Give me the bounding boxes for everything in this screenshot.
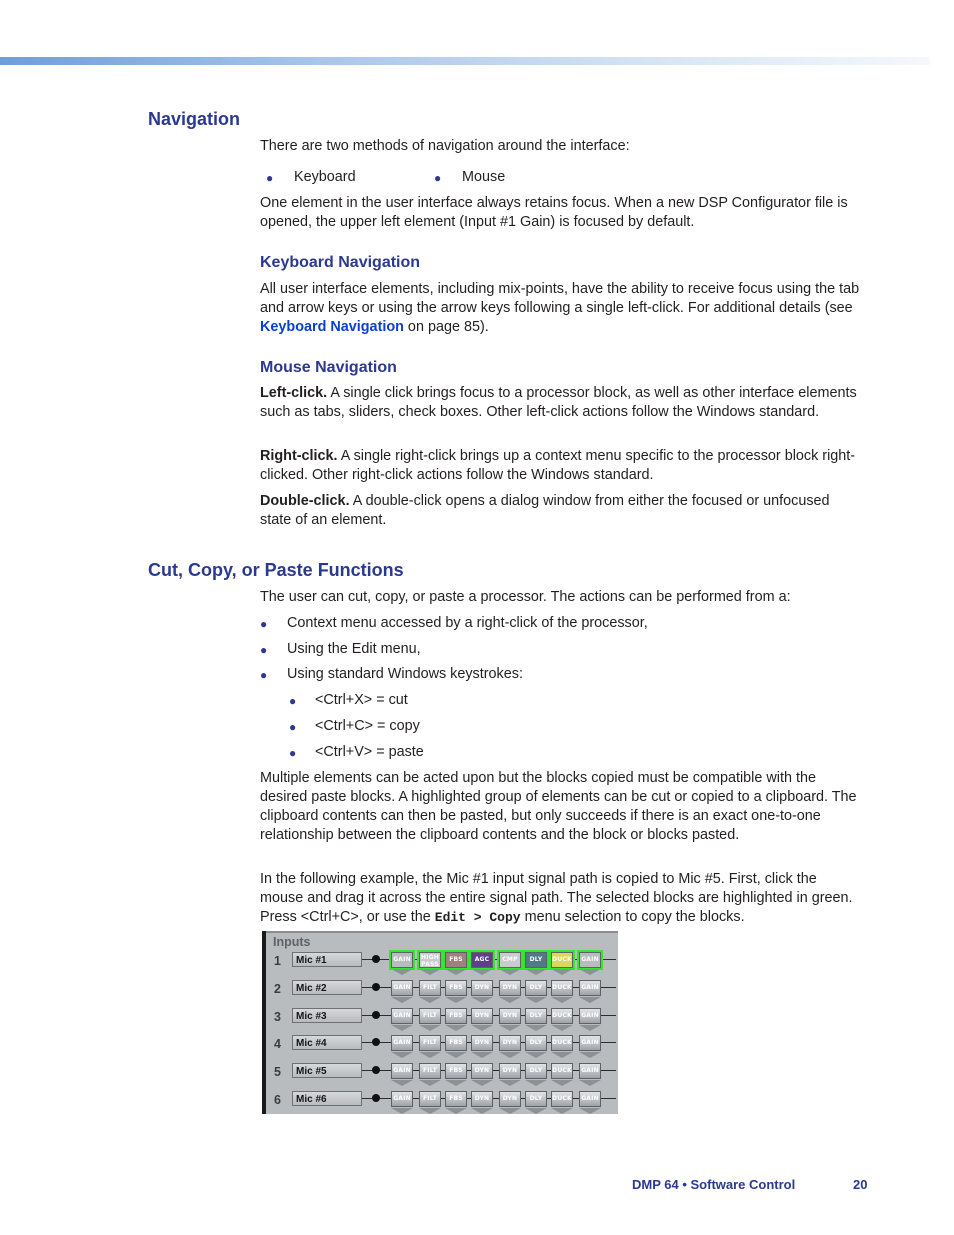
method-mouse: Mouse	[462, 169, 506, 185]
processor-block-fbs[interactable]: FBS	[445, 980, 467, 996]
footer-title: DMP 64 • Software Control	[632, 1177, 796, 1192]
block-arrow-icon	[445, 1108, 467, 1114]
block-arrow-icon	[579, 1052, 601, 1058]
section-title-cut-copy-paste: Cut, Copy, or Paste Functions	[148, 560, 404, 580]
processor-block-gain[interactable]: GAIN	[579, 1008, 601, 1024]
processor-block-duck[interactable]: DUCK	[551, 1063, 573, 1079]
block-arrow-icon	[445, 997, 467, 1003]
input-number: 3	[274, 1009, 281, 1024]
processor-block-gain[interactable]: GAIN	[579, 1035, 601, 1051]
block-arrow-icon	[471, 997, 493, 1003]
block-arrow-icon	[551, 1052, 573, 1058]
edit-copy-command: Edit > Copy	[434, 910, 521, 925]
bullet-keystrokes: Using standard Windows keystrokes:	[287, 666, 523, 682]
input-number: 5	[274, 1065, 281, 1080]
processor-block-filt[interactable]: FILT	[419, 1091, 441, 1107]
cut-copy-intro: The user can cut, copy, or paste a processor. The actions can be performed from a:	[260, 589, 791, 605]
figure-title: Inputs	[273, 935, 311, 949]
block-arrow-icon	[499, 1025, 521, 1031]
processor-block-fbs[interactable]: FBS	[445, 952, 467, 968]
block-arrow-icon	[525, 1080, 547, 1086]
processor-block-gain[interactable]: GAIN	[579, 1091, 601, 1107]
block-arrow-icon	[525, 1025, 547, 1031]
input-label[interactable]: Mic #5	[292, 1063, 362, 1078]
sub-bullet-icon: ●	[289, 694, 297, 708]
right-click-text: Right-click. A single right-click brings up a context menu specific to the processor block right-clicked. Other right-click actions follow the Windows standard.	[260, 448, 856, 483]
processor-block-gain[interactable]: GAIN	[579, 1063, 601, 1079]
example-text: In the following example, the Mic #1 input signal path is copied to Mic #5. First, click the mouse and drag it across the entire signal path. The selected blocks are highlighted in green. Press <Ctrl+C>, or use the Edit > Copy menu selection to copy the blocks.	[260, 871, 853, 925]
processor-block-fbs[interactable]: FBS	[445, 1008, 467, 1024]
block-arrow-icon	[499, 1052, 521, 1058]
input-number: 6	[274, 1093, 281, 1107]
block-arrow-icon	[391, 1108, 413, 1114]
bullet-icon: ●	[260, 617, 268, 631]
input-label[interactable]: Mic #2	[292, 980, 362, 995]
block-arrow-icon	[419, 1052, 441, 1058]
block-arrow-icon	[445, 1025, 467, 1031]
sub-bullet-icon: ●	[289, 720, 297, 734]
signal-node-icon	[372, 955, 380, 963]
block-arrow-icon	[391, 997, 413, 1003]
processor-block-gain[interactable]: GAIN	[391, 1063, 413, 1079]
block-arrow-icon	[419, 1108, 441, 1114]
processor-block-dyn[interactable]: DYN	[471, 1008, 493, 1024]
keyboard-navigation-link[interactable]: Keyboard Navigation	[260, 319, 404, 335]
processor-block-dyn[interactable]: DYN	[499, 980, 521, 996]
input-row	[262, 1063, 618, 1091]
block-arrow-icon	[471, 1080, 493, 1086]
processor-block-gain[interactable]: GAIN	[579, 980, 601, 996]
processor-block-agc[interactable]: AGC	[471, 952, 493, 968]
figure-top-border	[266, 931, 618, 933]
sub-bullet-copy: <Ctrl+C> = copy	[315, 718, 420, 734]
processor-block-duck[interactable]: DUCK	[551, 952, 573, 968]
processor-block-filt[interactable]: FILT	[419, 980, 441, 996]
input-row	[262, 952, 618, 980]
block-arrow-icon	[525, 1052, 547, 1058]
block-arrow-icon	[471, 1052, 493, 1058]
input-number: 2	[274, 981, 281, 996]
block-arrow-icon	[525, 969, 547, 975]
input-label[interactable]: Mic #6	[292, 1091, 362, 1106]
sub-bullet-paste: <Ctrl+V> = paste	[315, 744, 424, 760]
processor-block-gain[interactable]: GAIN	[579, 952, 601, 968]
processor-block-dyn[interactable]: DYN	[499, 1035, 521, 1051]
processor-block-dyn[interactable]: DYN	[471, 980, 493, 996]
block-arrow-icon	[419, 1025, 441, 1031]
navigation-focus-text: One element in the user interface always retains focus. When a new DSP Configurator file is opened, the upper left element (Input #1 Gain) is focused by default.	[260, 195, 848, 230]
block-arrow-icon	[471, 969, 493, 975]
bullet-context-menu: Context menu accessed by a right-click of the processor,	[287, 615, 648, 631]
block-arrow-icon	[445, 1080, 467, 1086]
processor-block-dly[interactable]: DLY	[525, 1008, 547, 1024]
processor-block-gain[interactable]: GAIN	[391, 1008, 413, 1024]
input-row	[262, 1091, 618, 1114]
block-arrow-icon	[471, 1108, 493, 1114]
processor-block-gain[interactable]: GAIN	[391, 952, 413, 968]
block-arrow-icon	[499, 969, 521, 975]
page-number: 20	[853, 1177, 868, 1192]
block-arrow-icon	[579, 1080, 601, 1086]
block-arrow-icon	[499, 1080, 521, 1086]
left-click-text: Left-click. A single click brings focus to a processor block, as well as other interface elements such as tabs, sliders, check boxes. Other left-click actions follow the Windows standard.	[260, 385, 857, 420]
input-row	[262, 980, 618, 1008]
processor-block-dly[interactable]: DLY	[525, 1091, 547, 1107]
bullet-icon: ●	[260, 643, 268, 657]
processor-block-dyn[interactable]: DYN	[499, 1008, 521, 1024]
processor-block-gain[interactable]: GAIN	[391, 1035, 413, 1051]
header-gradient-bar	[0, 57, 930, 65]
bullet-icon: ●	[260, 668, 268, 682]
block-arrow-icon	[525, 1108, 547, 1114]
processor-block-dyn[interactable]: DYN	[471, 1035, 493, 1051]
keyboard-nav-text: All user interface elements, including mix-points, have the ability to receive focus using the tab and arrow keys or using the arrow keys following a single left-click. For additional details (see Keyboard Navigation on page 85).	[260, 281, 860, 335]
block-arrow-icon	[551, 997, 573, 1003]
input-number: 4	[274, 1037, 281, 1052]
block-arrow-icon	[499, 997, 521, 1003]
processor-block-dly[interactable]: DLY	[525, 1063, 547, 1079]
processor-block-filt[interactable]: FILT	[419, 1008, 441, 1024]
processor-block-dyn[interactable]: DYN	[471, 1091, 493, 1107]
block-arrow-icon	[579, 969, 601, 975]
bullet-edit-menu: Using the Edit menu,	[287, 641, 421, 657]
block-arrow-icon	[471, 1025, 493, 1031]
sub-bullet-icon: ●	[289, 746, 297, 760]
dsp-inputs-figure	[262, 931, 618, 1114]
processor-block-dyn[interactable]: DYN	[471, 1063, 493, 1079]
block-arrow-icon	[579, 997, 601, 1003]
processor-block-cmp[interactable]: CMP	[499, 952, 521, 968]
block-arrow-icon	[445, 1052, 467, 1058]
subsection-title-keyboard: Keyboard Navigation	[260, 254, 421, 271]
method-keyboard: Keyboard	[294, 169, 356, 185]
processor-block-gain[interactable]: GAIN	[391, 1091, 413, 1107]
input-number: 1	[274, 954, 281, 968]
processor-block-high-pass[interactable]: HIGH PASS	[420, 954, 439, 968]
block-arrow-icon	[579, 1025, 601, 1031]
processor-block-filt[interactable]: FILT	[419, 1035, 441, 1051]
bullet-icon: ●	[434, 171, 442, 185]
input-label[interactable]: Mic #1	[292, 952, 362, 967]
processor-block-duck[interactable]: DUCK	[551, 1035, 573, 1051]
input-row	[262, 1035, 618, 1063]
processor-block-filt[interactable]: FILT	[419, 1063, 441, 1079]
block-arrow-icon	[579, 1108, 601, 1114]
signal-node-icon	[372, 1038, 380, 1046]
processor-block-fbs[interactable]: FBS	[445, 1091, 467, 1107]
signal-node-icon	[372, 983, 380, 991]
bullet-icon: ●	[266, 171, 274, 185]
processor-block-dyn[interactable]: DYN	[499, 1063, 521, 1079]
block-arrow-icon	[391, 1080, 413, 1086]
block-arrow-icon	[551, 1080, 573, 1086]
processor-block-gain[interactable]: GAIN	[391, 980, 413, 996]
navigation-intro: There are two methods of navigation around the interface:	[260, 138, 630, 154]
processor-block-duck[interactable]: DUCK	[551, 980, 573, 996]
block-arrow-icon	[445, 969, 467, 975]
block-arrow-icon	[525, 997, 547, 1003]
signal-node-icon	[372, 1066, 380, 1074]
block-arrow-icon	[419, 997, 441, 1003]
input-row	[262, 1008, 618, 1036]
input-label[interactable]: Mic #3	[292, 1008, 362, 1023]
processor-block-dly[interactable]: DLY	[525, 952, 547, 968]
signal-node-icon	[372, 1011, 380, 1019]
processor-block-dly[interactable]: DLY	[525, 1035, 547, 1051]
processor-block-dly[interactable]: DLY	[525, 980, 547, 996]
processor-block-fbs[interactable]: FBS	[445, 1063, 467, 1079]
section-title-navigation: Navigation	[148, 109, 241, 129]
double-click-text: Double-click. A double-click opens a dialog window from either the focused or unfocused state of an element.	[260, 493, 830, 528]
block-arrow-icon	[419, 1080, 441, 1086]
multiple-elements-text: Multiple elements can be acted upon but the blocks copied must be compatible with the desired paste blocks. A highlighted group of elements can be cut or copied to a clipboard. The clipboard contents can then be pasted, but only succeeds if there is an exact one-to-one relationship between the clipboard contents and the block or blocks pasted.	[260, 770, 857, 843]
processor-block-duck[interactable]: DUCK	[551, 1008, 573, 1024]
processor-block-fbs[interactable]: FBS	[445, 1035, 467, 1051]
input-label[interactable]: Mic #4	[292, 1035, 362, 1050]
block-arrow-icon	[391, 969, 413, 975]
block-arrow-icon	[391, 1025, 413, 1031]
block-arrow-icon	[391, 1052, 413, 1058]
subsection-title-mouse: Mouse Navigation	[260, 359, 397, 376]
block-arrow-icon	[551, 1108, 573, 1114]
signal-node-icon	[372, 1094, 380, 1102]
processor-block-dyn[interactable]: DYN	[499, 1091, 521, 1107]
block-arrow-icon	[551, 969, 573, 975]
block-arrow-icon	[499, 1108, 521, 1114]
processor-block-duck[interactable]: DUCK	[551, 1091, 573, 1107]
sub-bullet-cut: <Ctrl+X> = cut	[315, 692, 408, 708]
block-arrow-icon	[551, 1025, 573, 1031]
block-arrow-icon	[419, 969, 441, 975]
